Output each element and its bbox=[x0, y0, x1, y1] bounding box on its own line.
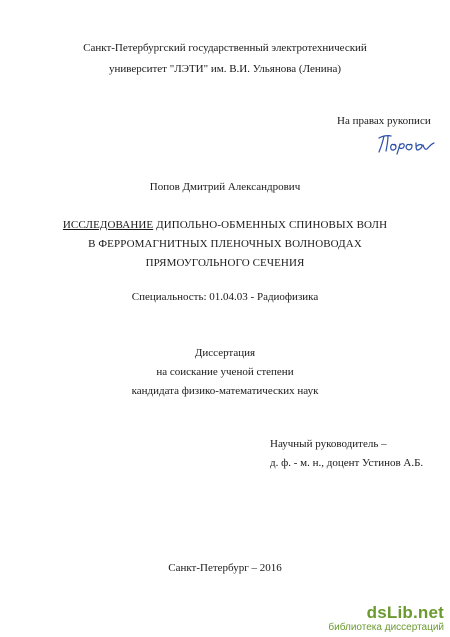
institution-line-2: университет "ЛЭТИ" им. В.И. Ульянова (Ленина) bbox=[108, 63, 342, 75]
watermark-logo bbox=[328, 604, 444, 622]
dslib-watermark bbox=[328, 604, 444, 633]
dissertation-title-line-1 bbox=[0, 219, 450, 232]
title-line-1-rest: ДИПОЛЬНО-ОБМЕННЫХ СПИНОВЫХ ВОЛН bbox=[153, 219, 388, 231]
institution-line-1: Санкт-Петербургский государственный электротехнический bbox=[83, 42, 367, 54]
watermark-subtitle: библиотека диссертаций bbox=[328, 622, 444, 633]
rights-label: На правах рукописи bbox=[337, 115, 431, 127]
watermark-logo-tld: .net bbox=[412, 603, 444, 622]
supervisor-name: д. ф. - м. н., доцент Устинов А.Б. bbox=[270, 457, 424, 469]
dissertation-title-line-3: ПРЯМОУГОЛЬНОГО СЕЧЕНИЯ bbox=[145, 257, 305, 269]
dissertation-title-line-2: В ФЕРРОМАГНИТНЫХ ПЛЕНОЧНЫХ ВОЛНОВОДАХ bbox=[88, 238, 362, 250]
degree-line-1: Диссертация bbox=[194, 347, 256, 359]
author-name: Попов Дмитрий Александрович bbox=[149, 181, 301, 193]
author-signature bbox=[376, 132, 438, 161]
watermark-logo-main: dsLib bbox=[366, 603, 413, 622]
specialty: Специальность: 01.04.03 - Радиофизика bbox=[131, 291, 319, 303]
title-first-word: ИССЛЕДОВАНИЕ bbox=[62, 219, 154, 231]
degree-line-2: на соискание ученой степени bbox=[156, 366, 294, 378]
city-year: Санкт-Петербург – 2016 bbox=[168, 562, 282, 574]
supervisor-label: Научный руководитель – bbox=[270, 438, 387, 450]
degree-line-3: кандидата физико-математических наук bbox=[131, 385, 319, 397]
